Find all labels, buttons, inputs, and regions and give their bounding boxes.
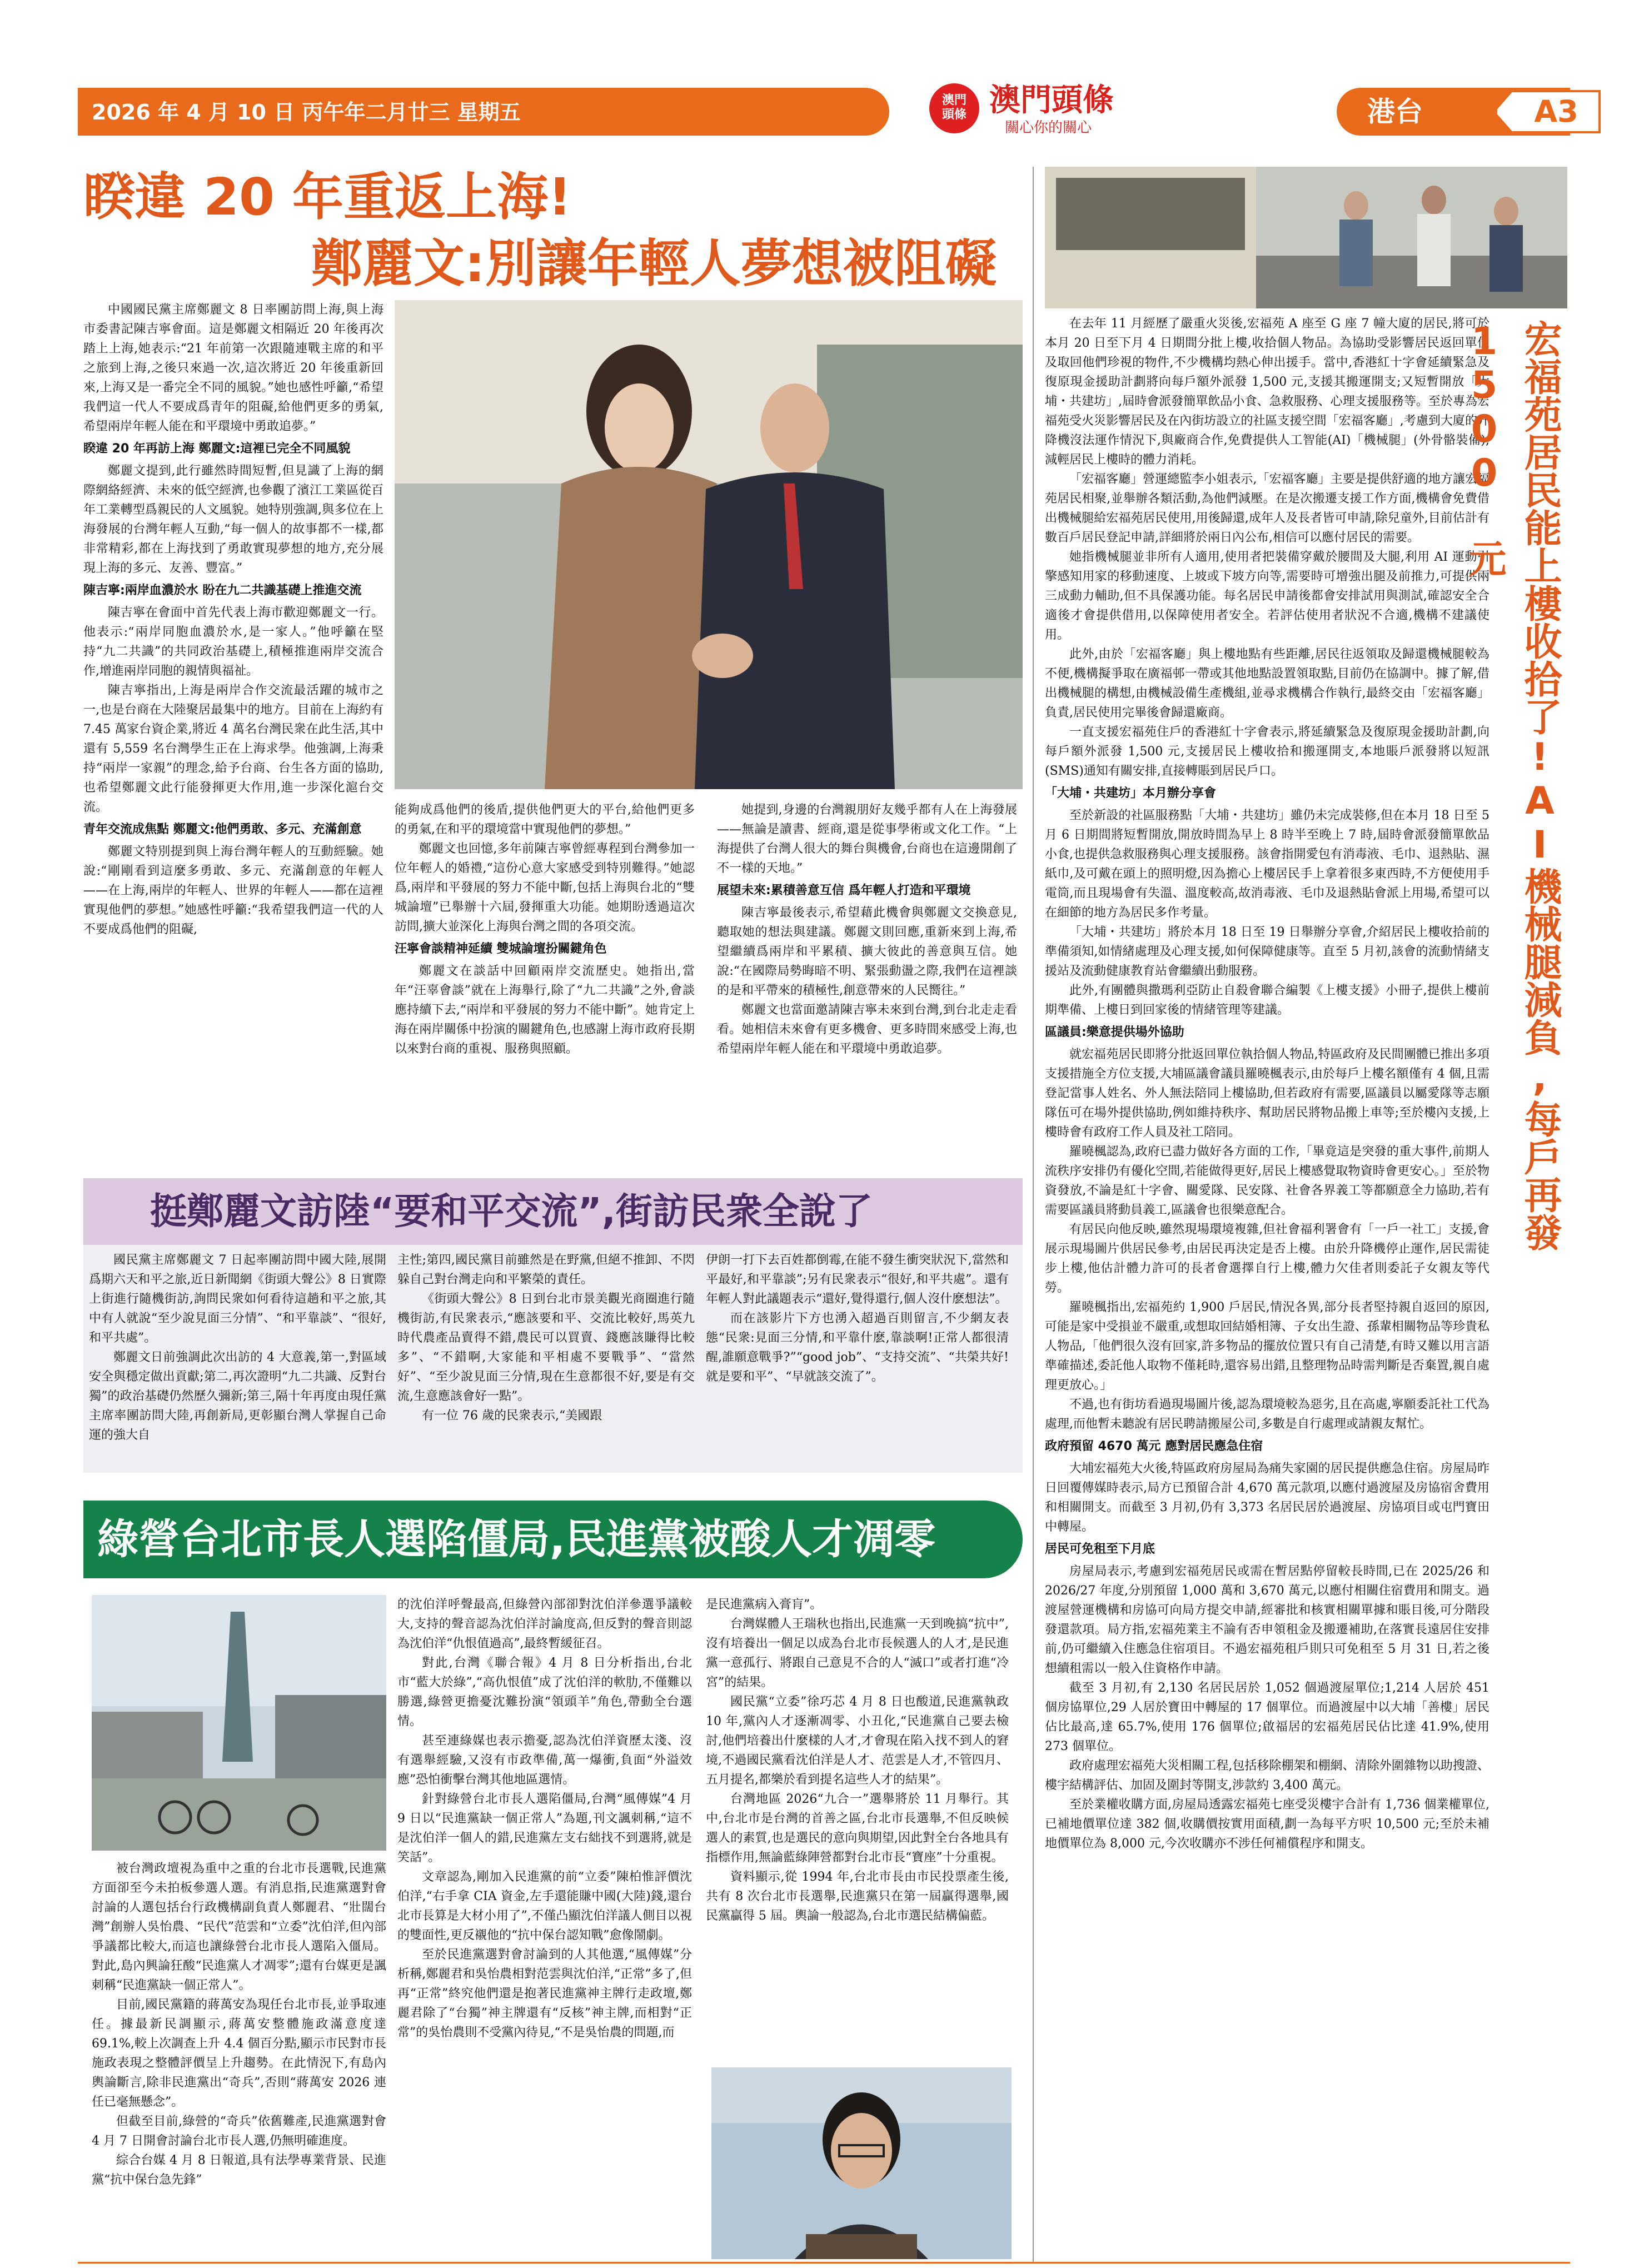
article4-paragraph: 在去年 11 月經歷了嚴重火災後,宏福苑 A 座至 G 座 7 幢大廈的居民,將可於本月 20 日至下月 4 日期間分批上樓,收拾個人物品。為協助受影響居民返回單位及取回他們珍視的物件,不少機構均熱心伸出援手。當中,香港紅十字會延續緊急及復原現金援助計劃將向每戶額外派發 1,500 元,支援其搬運開支;又短暫開放「大埔・共建坊」,屆時會派發簡單飲品小食、急救服務、心理支援服務等。至於專為宏福苑受火災影響居民及在內街坊設立的社區支援空間「宏福客廳」,考慮到大廈的升降機沒法運作情況下,與廠商合作,免費提供人工智能(AI)「機械腿」(外骨骼裝備),減輕居民上樓時的體力消耗。 <box>1045 317 1489 467</box>
article4-paragraph: 羅曉楓認為,政府已盡力做好各方面的工作,「畢竟這是突發的重大事件,前期人流秩序安排仍有優化空間,若能做得更好,居民上樓感覺取物資時會更安心。」至於物資發放,不論是紅十字會、關愛隊、民安隊、社會各界義工等都願意全力協助,若有需要區議員將動員義工,區議會也很樂意配合。 <box>1045 1145 1489 1217</box>
article3-paragraph: 但截至目前,綠營的“奇兵”依舊難產,民進黨選對會 4 月 7 日開會討論台北市長人選,仍無明確進度。 <box>92 2115 386 2148</box>
article4-paragraph: 政府處理宏福苑大災相關工程,包括移除棚架和棚網、清除外圍雜物以助搜證、樓宇結構評估、加固及圍封等開支,涉款約 3,400 萬元。 <box>1045 1759 1489 1792</box>
article2-paragraph: 而在該影片下方也湧入超過百則留言,不少網友表態“民衆:見面三分情,和平靠什麽,靠談啊!正常人都很清醒,誰願意戰爭?”“good job”、“支持交流”、“共榮共好!就是要和平”、“早就該交流了”。 <box>706 1312 1009 1384</box>
article1-col1 <box>83 300 383 1134</box>
article3-paragraph: 資料顯示,從 1994 年,台北市長由市民投票產生後,共有 8 次台北市長選舉,民進黨只在第一屆贏得選舉,國民黨贏得 5 屆。輿論一般認為,台北市選民結構偏藍。 <box>706 1870 1009 1923</box>
article4-paragraph: 至於新設的社區服務點「大埔・共建坊」雖仍未完成裝修,但在本月 18 日至 5 月 6 日期間將短暫開放,開放時間為早上 8 時半至晚上 7 時,屆時會派發簡單飲品小食,也提供急救服務與心理支援服務。該會指開愛包有消毒液、毛巾、退熱貼、濕紙巾,及可戴在頭上的照明燈,因為擔心上樓居民手上拿着很多東西時,不方便使用手電筒,而且現場會有失溫、溫度較高,故消毒液、毛巾及退熱貼會派上用場,希望可以在細節的地方為居民多作考量。 <box>1045 809 1489 920</box>
article2-paragraph: 鄭麗文日前強調此次出訪的 4 大意義,第一,對區域安全與穩定做出貢獻;第二,再次證明“九二共識、反對台獨”的政治基礎仍然歷久彌新;第三,隔十年再度由現任黨主席率團訪問大陸,再創新局,更彰顯台灣人掌握自己命運的強大自 <box>89 1350 386 1442</box>
article4-paragraph: 羅曉楓指出,宏福苑約 1,900 戶居民,情況各異,部分長者堅持親自返回的原因,可能是家中受損並不嚴重,或想取回結婚相簿、子女出生證、孫輩相關物品等珍貴私人物品,「他們很久沒有回家,許多物品的擺放位置只有自己清楚,有時又難以用言語準確描述,委託他人取物不僅耗時,還容易出錯,且整理物品時需判斷是否棄置,親自處理更放心。」 <box>1045 1300 1489 1392</box>
article1-title-line2: 鄭麗文:別讓年輕人夢想被阻礙 <box>311 234 997 293</box>
article2-col2 <box>397 1250 695 1467</box>
page-number: A3 <box>1534 94 1578 129</box>
article3-paragraph: 甚至連綠媒也表示擔憂,認為沈伯洋資歷太淺、沒有選舉經驗,又沒有市政準備,萬一爆衝,負面“外溢效應”恐怕衝擊台灣其他地區選情。 <box>397 1734 692 1787</box>
article4-subheading: 「大埔・共建坊」本月辦分享會 <box>1045 786 1217 800</box>
article1-paragraph: 中國國民黨主席鄭麗文 8 日率團訪問上海,與上海市委書記陳吉寧會面。這是鄭麗文相隔近 20 年後再次踏上上海,她表示:“21 年前第一次跟隨連戰主席的和平之旅到上海,之後只來過一次,這次將近 20 年後重新回來,上海又是一番完全不同的風貌。”她也感性呼籲,“希望我們這一代人不要成爲青年的阻礙,給他們更多的勇氣,希望兩岸年輕人能在和平環境中勇敢追夢。” <box>83 303 383 433</box>
article2-paragraph: 國民黨主席鄭麗文 7 日起率團訪問中國大陸,展開爲期六天和平之旅,近日新聞網《街頭大聲公》8 日實際上街進行隨機街訪,詢問民衆如何看待這趟和平之旅,其中有人就說“至少說見面三分情”、“和平靠談”、“很好,和平共處”。 <box>89 1253 386 1345</box>
article1-paragraph: 陳吉寧在會面中首先代表上海市歡迎鄭麗文一行。他表示:“兩岸同胞血濃於水,是一家人。”他呼籲在堅持“九二共識”的共同政治基礎上,積極推進兩岸交流合作,增進兩岸同胞的親情與福祉。 <box>83 606 383 678</box>
article2-col1 <box>89 1250 386 1467</box>
article1-subheading: 青年交流成焦點 鄭麗文:他們勇敢、多元、充滿創意 <box>83 823 362 836</box>
article1-subheading: 睽違 20 年再訪上海 鄭麗文:這裡已完全不同風貌 <box>83 442 351 456</box>
article4-paragraph: 就宏福苑居民即將分批返回單位執拾個人物品,特區政府及民間團體已推出多項支援措施全方位支援,大埔區議會議員羅曉楓表示,由於每戶上樓名額僅有 4 個,且需登記當事人姓名、外人無法陪同上樓協助,但若政府有需要,區議員以屬愛隊等志願隊伍可在場外提供協助,例如維持秩序、幫助居民將物品搬上車等;至於樓內支援,上樓時會有政府工作人員及社工陪同。 <box>1045 1048 1489 1139</box>
article4-paragraph: 至於業權收購方面,房屋局透露宏福苑七座受災樓宇合計有 1,736 個業權單位,已補地價單位達 382 個,收購價按實用面積,劃一為每平方呎 10,500 元;至於未補地價單位為 8,000 元,今次收購亦不涉任何補償程序和開支。 <box>1045 1798 1489 1851</box>
article1-subheading: 展望未來:累積善意互信 爲年輕人打造和平環境 <box>717 884 971 898</box>
article3-col1 <box>92 1859 386 2259</box>
article1-paragraph: 她提到,身邊的台灣親朋好友幾乎都有人在上海發展——無論是讀書、經商,還是從事學術或文化工作。“上海提供了台灣人很大的舞台與機會,台商也在這邊開創了不一樣的天地。” <box>717 803 1017 875</box>
article3-paragraph: 針對綠營台北市長人選陷僵局,台灣“風傳媒”4 月 9 日以“民進黨缺一個正常人”為題,刊文諷刺稱,“這不是沈伯洋一個人的錯,民進黨左支右絀找不到選將,就是笑話”。 <box>397 1792 692 1865</box>
article1-paragraph: 鄭麗文也回憶,多年前陳吉寧曾經專程到台灣參加一位年輕人的婚禮,“這份心意大家感受到特別難得。”她認爲,兩岸和平發展的努力不能中斷,包括上海與台北的“雙城論壇”已舉辦十六屆,發揮重大功能。她期盼透過這次訪問,擴大並深化上海與台灣之間的各項交流。 <box>395 842 695 934</box>
article4-paragraph: 此外,由於「宏福客廳」與上樓地點有些距離,居民往返領取及歸還機械腿較為不便,機構擬爭取在廣福邨一帶或其他地點設置領取點,目前仍在協調中。據了解,借出機械腿的構想,由機械設備生產機組,並尋求機構合作執行,最終交由「宏福客廳」負責,居民使用完畢後會歸還廠商。 <box>1045 647 1489 720</box>
header-date: 2026 年 4 月 10 日 丙午年二月廿三 星期五 <box>92 100 521 124</box>
article3-paragraph: 被台灣政壇視為重中之重的台北市長選戰,民進黨方面卻至今未拍板參選人選。有消息指,民進黨選對會討論的人選包括台行政機構副負責人鄭麗君、“壯闊台灣”創辦人吳怡農、“民代”范雲和“立委”沈伯洋,但內部爭議都比較大,而這也讓綠營台北市長人選陷入僵局。對此,島內興論狂酸“民進黨人才凋零”;還有台媒更是諷刺稱“民進黨缺一個正常人”。 <box>92 1862 386 1992</box>
article4-body <box>1045 314 1489 2259</box>
article4-photo-street <box>1045 167 1567 308</box>
article4-subheading: 政府預留 4670 萬元 應對居民應急住宿 <box>1045 1439 1263 1453</box>
article3-paragraph: 的沈伯洋呼聲最高,但綠營內部卻對沈伯洋參選爭議較大,支持的聲音認為沈伯洋討論度高,但反對的聲音則認為沈伯洋“仇恨值過高”,最終暫緩征召。 <box>397 1598 692 1651</box>
article3-title: 綠營台北市長人選陷僵局,民進黨被酸人才凋零 <box>97 1516 936 1563</box>
article3-paragraph: 台灣地區 2026“九合一”選舉將於 11 月舉行。其中,台北市是台灣的首善之區,台北市長選舉,不但反映候選人的素質,也是選民的意向與期望,因此對全台各地具有指標作用,無論藍綠陣營都對台北市長“寶座”十分重視。 <box>706 1792 1009 1865</box>
article4-paragraph: 「宏福客廳」營運總監李小姐表示,「宏福客廳」主要是提供舒適的地方讓宏福苑居民相聚,並舉辦各類活動,為他們減壓。在是次搬遷支援工作方面,機構會免費借出機械腿給宏福苑居民使用,用後歸還,成年人及長者皆可申請,除兒童外,目前估計有數百戶居民登記申請,詳細將於兩日內公布,相信可以應付居民的需要。 <box>1045 472 1489 545</box>
article1-col2 <box>395 800 695 1139</box>
section-name: 港台 <box>1367 96 1423 128</box>
article3-paragraph: 是民進黨病入膏肓”。 <box>706 1598 823 1612</box>
article1-title-line1: 睽違 20 年重返上海! <box>83 167 572 227</box>
article1-paragraph: 鄭麗文特別提到與上海台灣年輕人的互動經驗。她說:“剛剛看到這麼多勇敢、多元、充滿創意的年輕人——在上海,兩岸的年輕人、世界的年輕人——都在這裡實現他們的夢想。”她感性呼籲:“我希望我們這一代的人不要成爲他們的阻礙, <box>83 845 383 936</box>
article1-photo-handshake <box>395 300 1023 789</box>
article1-subheading: 陳吉寧:兩岸血濃於水 盼在九二共識基礎上推進交流 <box>83 584 362 597</box>
bottom-rule <box>78 2262 1570 2264</box>
masthead-slogan: 關心你的關心 <box>1005 119 1092 136</box>
article4-paragraph: 她指機械腿並非所有人適用,使用者把裝備穿戴於腰間及大腿,利用 AI 運動引擎感知用家的移動速度、上坡或下坡方向等,需要時可增強出腿及前推力,可提供兩三成動力輔助,但不具保護功能。每名居民申請後都會安排試用與測試,確認安全合適後才會提供借用,以保障使用者安全。若評估使用者狀況不合適,機構不建議使用。 <box>1045 550 1489 642</box>
article3-paragraph: 對此,台灣《聯合報》4 月 8 日分析指出,台北市“藍大於綠”,“高仇恨值”成了沈伯洋的軟肋,不僅難以勝選,綠營更擔憂沈難扮演“領頭羊”角色,帶動全台選情。 <box>397 1656 692 1728</box>
masthead-logo: 澳門 頭條 <box>929 83 979 133</box>
article3-col2 <box>397 1595 692 2259</box>
article3-paragraph: 目前,國民黨籍的蔣萬安為現任台北市長,並爭取連任。據最新民調顯示,蔣萬安整體施政滿意度達 69.1%,較上次調查上升 4.4 個百分點,顯示市民對市長施政表現之整體評價呈上升趨勢。在此情況下,有島內輿論斷言,除非民進黨出“奇兵”,否則“蔣萬安 2026 連任已毫無懸念”。 <box>92 1998 386 2109</box>
article1-subheading: 汪寧會談精神延續 雙城論壇扮關鍵角色 <box>395 942 607 956</box>
article2-col3 <box>706 1250 1009 1467</box>
article3-paragraph: 國民黨“立委”徐巧芯 4 月 8 日也酸道,民進黨執政 10 年,黨內人才逐漸凋零、小丑化,“民進黨自己要去檢討,他們培養出什麼樣的人才,才會現在陷入找不到人的窘境,不過國民黨看沈伯洋是人才、范雲是人才,不管四月、五月提名,都樂於看到提名這些人才的結果”。 <box>706 1695 1009 1787</box>
article4-paragraph: 房屋局表示,考慮到宏福苑居民或需在暫居點停留較長時間,已在 2025/26 和 2026/27 年度,分別預留 1,000 萬和 3,670 萬元,以應付相關住宿費用和開支。過渡屋營運機構和房協可向局方提交申請,經審批和核實相關單據和賬目後,可分階段發還款項。局方指,宏福苑業主不論有否申領租金及搬遷補助,在落實長遠居住安排前,仍可繼續入住應急住宿項目。不過宏福苑租戶則只可免租至 5 月 31 日,若之後想續租需以一般入住資格作申請。 <box>1045 1564 1489 1676</box>
article4-paragraph: 此外,有團體與撒瑪利亞防止自殺會聯合編製《上樓支援》小冊子,提供上樓前期準備、上樓日到回家後的情緒管理等建議。 <box>1045 984 1489 1017</box>
article4-paragraph: 截至 3 月初,有 2,130 名居民居於 1,052 個過渡屋單位;1,214 人居於 451 個房協單位,29 人居於寶田中轉屋的 17 個單位。而過渡屋中以大埔「善樓」居民佔比最高,達 65.7%,使用 176 個單位;啟福居的宏福苑居民佔比達 41.9%,使用 273 個單位。 <box>1045 1681 1489 1753</box>
article2-paragraph: 有一位 76 歲的民衆表示,“美國跟 <box>422 1409 602 1423</box>
article3-paragraph: 文章認為,剛加入民進黨的前“立委”陳柏惟評價沈伯洋,“右手拿 CIA 資金,左手還能賺中國(大陸)錢,還台北市長算是大材小用了”,不僅凸顯沈伯洋議人側目以視的雙面性,更反襯他的“抗中保台認知戰”愈像鬧劇。 <box>397 1870 692 1942</box>
article4-subheading: 居民可免租至下月底 <box>1045 1542 1155 1556</box>
article2-paragraph: 伊朗一打下去百姓都倒霉,在能不發生衝突狀況下,當然和平最好,和平靠談”;另有民衆表示“很好,和平共處”。還有年輕人對此議題表示“還好,覺得還行,個人沒什麽想法”。 <box>706 1253 1009 1306</box>
article4-paragraph: 有居民向他反映,雖然現場環境複雜,但社會福利署會有「一戶一社工」支援,會展示現場圖片供居民參考,由居民再決定是否上樓。由於升降機停止運作,居民需徒步上樓,他估計體力許可的長者會選擇自行上樓,體力欠佳者則委託子女親友等代勞。 <box>1045 1223 1489 1295</box>
article1-paragraph: 陳吉寧指出,上海是兩岸合作交流最活躍的城市之一,也是台商在大陸聚居最集中的地方。目前在上海約有 7.45 萬家台資企業,將近 4 萬名台灣民衆在此生活,其中還有 5,559 名台灣學生正在上海求學。他強調,上海秉持“兩岸一家親”的理念,給予台商、台生各方面的協助,也希望鄭麗文此行能發揮更大作用,進一步深化滬台交流。 <box>83 684 383 814</box>
article4-paragraph: 一直支援宏福苑住戶的香港紅十字會表示,將延續緊急及復原現金援助計劃,向每戶額外派發 1,500 元,支援居民上樓收拾和搬運開支,本地賬戶派發將以短訊(SMS)通知有關安排,直接轉賬到居民戶口。 <box>1045 725 1489 778</box>
article4-paragraph: 大埔宏福苑大火後,特區政府房屋局為痛失家園的居民提供應急住宿。房屋局昨日回覆傳媒時表示,局方已預留合計 4,670 萬元款項,以應付過渡屋及房協宿舍費用和相關開支。而截至 3 月初,仍有 3,373 名居民居於過渡屋、房協項目或屯門寶田中轉屋。 <box>1045 1462 1489 1534</box>
article1-paragraph: 鄭麗文也當面邀請陳吉寧未來到台灣,到台北走走看看。她相信未來會有更多機會、更多時間來感受上海,也希望兩岸年輕人能在和平環境中勇敢追夢。 <box>717 1003 1017 1056</box>
article3-paragraph: 至於民進黨選對會討論到的人其他選,“風傳媒”分析稱,鄭麗君和吳怡農相對范雲與沈伯洋,“正常”多了,但再“正常”終究他們還是抱著民進黨神主牌行走政壇,鄭麗君除了“台獨”神主牌還有“反核”神主牌,而相對“正常”的吳怡農則不受黨內待見,“不是吳怡農的問題,而 <box>397 1948 692 2040</box>
article2-paragraph: 主性;第四,國民黨目前雖然是在野黨,但絕不推卸、不閃躲自己對台灣走向和平繁榮的責任。 <box>397 1253 695 1287</box>
article1-paragraph: 鄭麗文在談話中回顧兩岸交流歷史。她指出,當年“汪辜會談”就在上海舉行,除了“九二共識”之外,會談應持續下去,“兩岸和平發展的努力不能中斷”。她肯定上海在兩岸關係中扮演的關鍵角色,也感謝上海市政府長期以來對台商的重視、服務與照顧。 <box>395 964 695 1056</box>
article4-paragraph: 不過,也有街坊看過現場圖片後,認為環境較為惡劣,且在高處,寧願委託社工代為處理,而他暫未聽說有居民聘請搬屋公司,多數是自行處理或請親友幫忙。 <box>1045 1398 1489 1431</box>
article3-paragraph: 台灣媒體人王瑞秋也指出,民進黨一天到晚搞“抗中”,沒有培養出一個足以成為台北市長候選人的人才,是民進黨一意孤行、將跟自己意見不合的人“滅口”或者打進“冷宮”的結果。 <box>706 1617 1009 1689</box>
article2-paragraph: 《街頭大聲公》8 日到台北市景美觀光商圈進行隨機街訪,有民衆表示,“應該要和平、交流比較好,馬英九時代農產品賣得不錯,農民可以買賣、錢應該賺得比較多”、“不錯啊,大家能和平相處不要戰爭”、“當然好”、“至少說見面三分情,現在生意都很不好,要是有交流,生意應該會好一點”。 <box>397 1292 695 1403</box>
article3-col3 <box>706 1595 1009 2056</box>
article4-paragraph: 「大埔・共建坊」將於本月 18 日至 19 日舉辦分享會,介紹居民上樓收拾前的準備須知,如情緒處理及心理支援,如何保障健康等。直至 5 月初,該會的流動情緒支援站及流動健康教育站會繼續出動服務。 <box>1045 925 1489 978</box>
article1-paragraph: 陳吉寧最後表示,希望藉此機會與鄭麗文交換意見,聽取她的想法與建議。鄭麗文則回應,重新來到上海,希望繼續爲兩岸和平累積、擴大彼此的善意與互信。她說:“在國際局勢晦暗不明、緊張動盪之際,我們在這裡談的是和平帶來的積極性,創意帶來的人民嚮往。” <box>717 906 1017 998</box>
article1-paragraph: 鄭麗文提到,此行雖然時間短暫,但見識了上海的網際網絡經濟、未來的低空經濟,也參觀了濱江工業區從百年工業轉型爲親民的人文風貌。她特別強調,與多位在上海發展的台灣年輕人互動,“每一個人的故事都不一樣,都非常精彩,都在上海找到了勇敢實現夢想的地方,充分展現上海的多元、友善、豐富。” <box>83 464 383 575</box>
article4-vertical-title: 宏福苑居民能上樓收拾了!AI機械腿減負,每戶再發 1500 元 <box>1462 320 1562 1251</box>
masthead-title: 澳門頭條 <box>989 82 1114 118</box>
article3-photo-taipei <box>92 1595 386 1851</box>
article2-title: 挺鄭麗文訪陸“要和平交流”,街訪民衆全說了 <box>150 1190 873 1233</box>
article1-paragraph: 能夠成爲他們的後盾,提供他們更大的平台,給他們更多的勇氣,在和平的環境當中實現他們的夢想。” <box>395 803 695 836</box>
article4-subheading: 區議員:樂意提供場外協助 <box>1045 1025 1184 1039</box>
article1-col3 <box>717 800 1017 1139</box>
column-divider <box>1033 167 1034 2262</box>
article3-photo-speaker <box>711 2067 1012 2259</box>
article3-paragraph: 綜合台媒 4 月 8 日報道,具有法學專業背景、民進黨“抗中保台急先鋒” <box>92 2154 386 2187</box>
